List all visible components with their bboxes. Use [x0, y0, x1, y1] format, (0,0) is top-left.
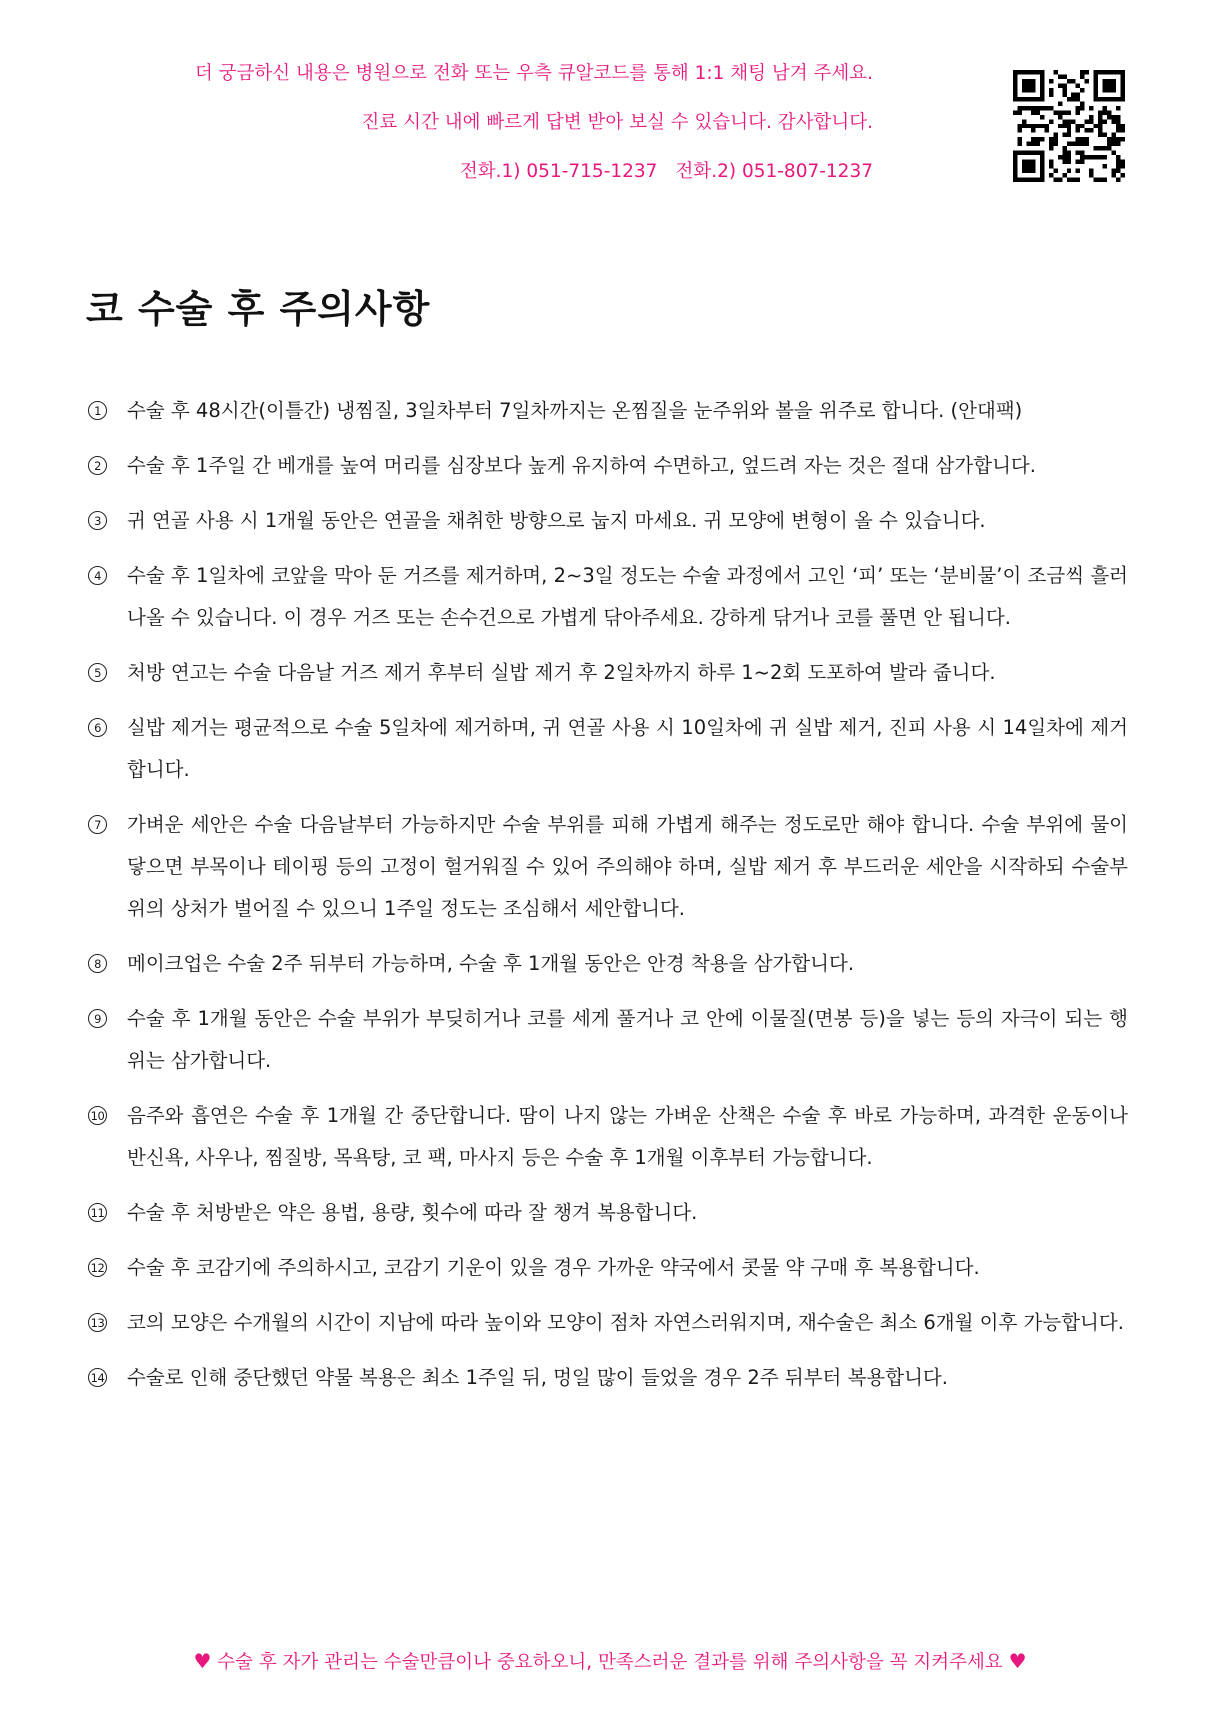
item-number: 3: [88, 511, 107, 530]
contact-header: [195, 64, 873, 211]
item-text: 수술로 인해 중단했던 약물 복용은 최소 1주일 뒤, 멍일 많이 들었을 경우 2주 뒤부터 복용합니다.: [127, 1366, 948, 1389]
list-item: [86, 1247, 1128, 1289]
item-text: 수술 후 1주일 간 베개를 높여 머리를 심장보다 높게 유지하여 수면하고, 엎드려 자는 것은 절대 삼가합니다.: [127, 454, 1036, 477]
item-number: 14: [88, 1368, 107, 1387]
heart-icon: ♥: [193, 1649, 212, 1673]
page-title: 코 수술 후 주의사항: [86, 287, 431, 331]
heart-icon: ♥: [1008, 1649, 1027, 1673]
list-item: [86, 1357, 1128, 1399]
item-number: 6: [88, 718, 107, 737]
item-text: 메이크업은 수술 2주 뒤부터 가능하며, 수술 후 1개월 동안은 안경 착용을 삼가합니다.: [127, 952, 855, 975]
list-item: [86, 1302, 1128, 1344]
header-line-1: 더 궁금하신 내용은 병원으로 전화 또는 우측 큐알코드를 통해 1:1 채팅 남겨 주세요.: [194, 63, 873, 84]
list-item: [86, 943, 1128, 985]
item-text: 수술 후 48시간(이틀간) 냉찜질, 3일차부터 7일차까지는 온찜질을 눈주위와 볼을 위주로 합니다. (안대팩): [127, 399, 1023, 422]
qr-code-icon[interactable]: [1013, 70, 1125, 182]
list-item: [86, 1095, 1128, 1179]
item-text: 코의 모양은 수개월의 시간이 지남에 따라 높이와 모양이 점차 자연스러워지며, 재수술은 최소 6개월 이후 가능합니다.: [127, 1311, 1124, 1334]
item-number: 4: [88, 566, 107, 585]
footer-note: [0, 1648, 1220, 1674]
item-number: 13: [88, 1313, 107, 1332]
header-line-2: 진료 시간 내에 빠르게 답변 받아 보실 수 있습니다. 감사합니다.: [361, 112, 873, 133]
list-item: [86, 500, 1128, 542]
list-item: [86, 390, 1128, 432]
phone-2[interactable]: 전화.2) 051-807-1237: [675, 161, 873, 182]
item-text: 귀 연골 사용 시 1개월 동안은 연골을 채취한 방향으로 눕지 마세요. 귀 모양에 변형이 올 수 있습니다.: [127, 509, 986, 532]
item-number: 2: [88, 456, 107, 475]
item-number: 12: [88, 1258, 107, 1277]
item-number: 11: [88, 1203, 107, 1222]
item-text: 처방 연고는 수술 다음날 거즈 제거 후부터 실밥 제거 후 2일차까지 하루 1~2회 도포하여 발라 줍니다.: [127, 661, 996, 684]
item-text: 수술 후 1일차에 코앞을 막아 둔 거즈를 제거하며, 2~3일 정도는 수술 과정에서 고인 ‘피’ 또는 ‘분비물’이 조금씩 흘러나올 수 있습니다. 이 경우 거즈 또는 손수건으로 가볍게 닦아주세요. 강하게 닦거나 코를 풀면 안 됩니다.: [127, 564, 1128, 629]
phone-1[interactable]: 전화.1) 051-715-1237: [459, 161, 658, 182]
list-item: [86, 707, 1128, 791]
item-number: 5: [88, 663, 107, 682]
item-text: 음주와 흡연은 수술 후 1개월 간 중단합니다. 땀이 나지 않는 가벼운 산책은 수술 후 바로 가능하며, 과격한 운동이나 반신욕, 사우나, 찜질방, 목욕탕, 코 팩, 마사지 등은 수술 후 1개월 이후부터 가능합니다.: [127, 1104, 1128, 1169]
list-item: [86, 445, 1128, 487]
item-text: 수술 후 처방받은 약은 용법, 용량, 횟수에 따라 잘 챙겨 복용합니다.: [127, 1201, 698, 1224]
phone-numbers: [195, 162, 873, 182]
list-item: [86, 998, 1128, 1082]
caution-list: [86, 390, 1128, 1412]
item-text: 실밥 제거는 평균적으로 수술 5일차에 제거하며, 귀 연골 사용 시 10일차에 귀 실밥 제거, 진피 사용 시 14일차에 제거합니다.: [127, 716, 1128, 781]
item-number: 1: [88, 401, 107, 420]
list-item: [86, 804, 1128, 930]
item-text: 가벼운 세안은 수술 다음날부터 가능하지만 수술 부위를 피해 가볍게 해주는 정도로만 해야 합니다. 수술 부위에 물이 닿으면 부목이나 테이핑 등의 고정이 헐거워질 수 있어 주의해야 하며, 실밥 제거 후 부드러운 세안을 시작하되 수술부위의 상처가 벌어질 수 있으니 1주일 정도는 조심해서 세안합니다.: [127, 813, 1128, 920]
item-number: 8: [88, 954, 107, 973]
item-number: 7: [88, 815, 107, 834]
item-number: 10: [88, 1106, 107, 1125]
list-item: [86, 1192, 1128, 1234]
item-number: 9: [88, 1009, 107, 1028]
list-item: [86, 555, 1128, 639]
list-item: [86, 652, 1128, 694]
item-text: 수술 후 코감기에 주의하시고, 코감기 기운이 있을 경우 가까운 약국에서 콧물 약 구매 후 복용합니다.: [127, 1256, 980, 1279]
footer-text: 수술 후 자가 관리는 수술만큼이나 중요하오니, 만족스러운 결과를 위해 주의사항을 꼭 지켜주세요: [217, 1652, 1003, 1673]
item-text: 수술 후 1개월 동안은 수술 부위가 부딪히거나 코를 세게 풀거나 코 안에 이물질(면봉 등)을 넣는 등의 자극이 되는 행위는 삼가합니다.: [127, 1007, 1128, 1072]
